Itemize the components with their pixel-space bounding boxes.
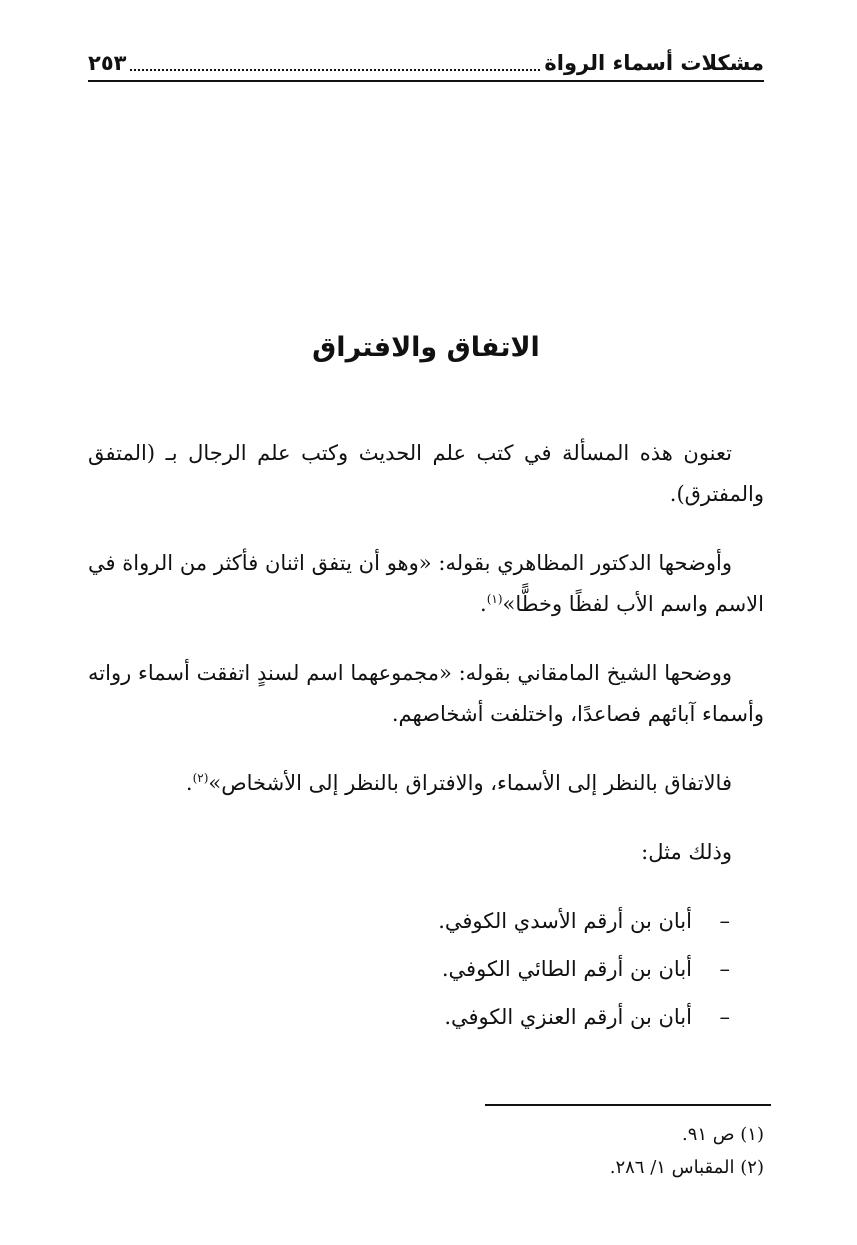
page-number: ٢٥٣: [88, 51, 127, 75]
list-dash: –: [719, 1005, 730, 1029]
footnotes: [88, 1118, 764, 1184]
paragraph-end-punct: .: [185, 771, 193, 795]
paragraph-text: ووضحها الشيخ المامقاني بقوله: «مجموعهما اسم لسندٍ اتفقت أسماء رواته وأسماء آبائهم فصاعدًا، واختلفت أشخاصهم.: [88, 661, 764, 726]
body-text: [88, 433, 764, 1041]
footnote-marker: (١): [486, 592, 503, 606]
running-header-title: مشكلات أسماء الرواة: [544, 51, 764, 75]
list-item-text: أبان بن أرقم الأسدي الكوفي.: [438, 909, 692, 933]
header-rule: [88, 80, 764, 82]
paragraph-end-punct: .: [480, 592, 487, 616]
list-dash: –: [719, 909, 730, 933]
dotted-leader: [130, 69, 540, 71]
footnote: (١) ص ٩١.: [681, 1124, 764, 1145]
paragraph: [88, 543, 764, 625]
paragraph: [88, 763, 764, 804]
running-header: [88, 44, 764, 78]
paragraph: [88, 653, 764, 735]
list-dash: –: [719, 957, 730, 981]
list-item: [88, 993, 730, 1041]
paragraph: [88, 832, 764, 873]
footnote-marker: (٢): [192, 771, 209, 785]
chapter-heading: الاتفاق والافتراق: [312, 332, 540, 363]
paragraph-text: وذلك مثل:: [641, 840, 732, 864]
paragraph: [88, 433, 764, 515]
paragraph-text: تعنون هذه المسألة في كتب علم الحديث وكتب علم الرجال بـ (المتفق والمفترق).: [88, 441, 764, 506]
list-item: [88, 897, 730, 945]
examples-list: [88, 897, 764, 1041]
paragraph-text: فالاتفاق بالنظر إلى الأسماء، والافتراق بالنظر إلى الأشخاص»: [208, 771, 732, 795]
paragraph-text: وأوضحها الدكتور المظاهري بقوله: «وهو أن يتفق اثنان فأكثر من الرواة في الاسم واسم الأب لفظًا وخطًّا»: [88, 551, 764, 616]
footnote: (٢) المقباس ١/ ٢٨٦.: [609, 1157, 764, 1178]
list-item: [88, 945, 730, 993]
list-item-text: أبان بن أرقم الطائي الكوفي.: [441, 957, 692, 981]
list-item-text: أبان بن أرقم العنزي الكوفي.: [444, 1005, 692, 1029]
footnote-separator: [485, 1104, 771, 1106]
